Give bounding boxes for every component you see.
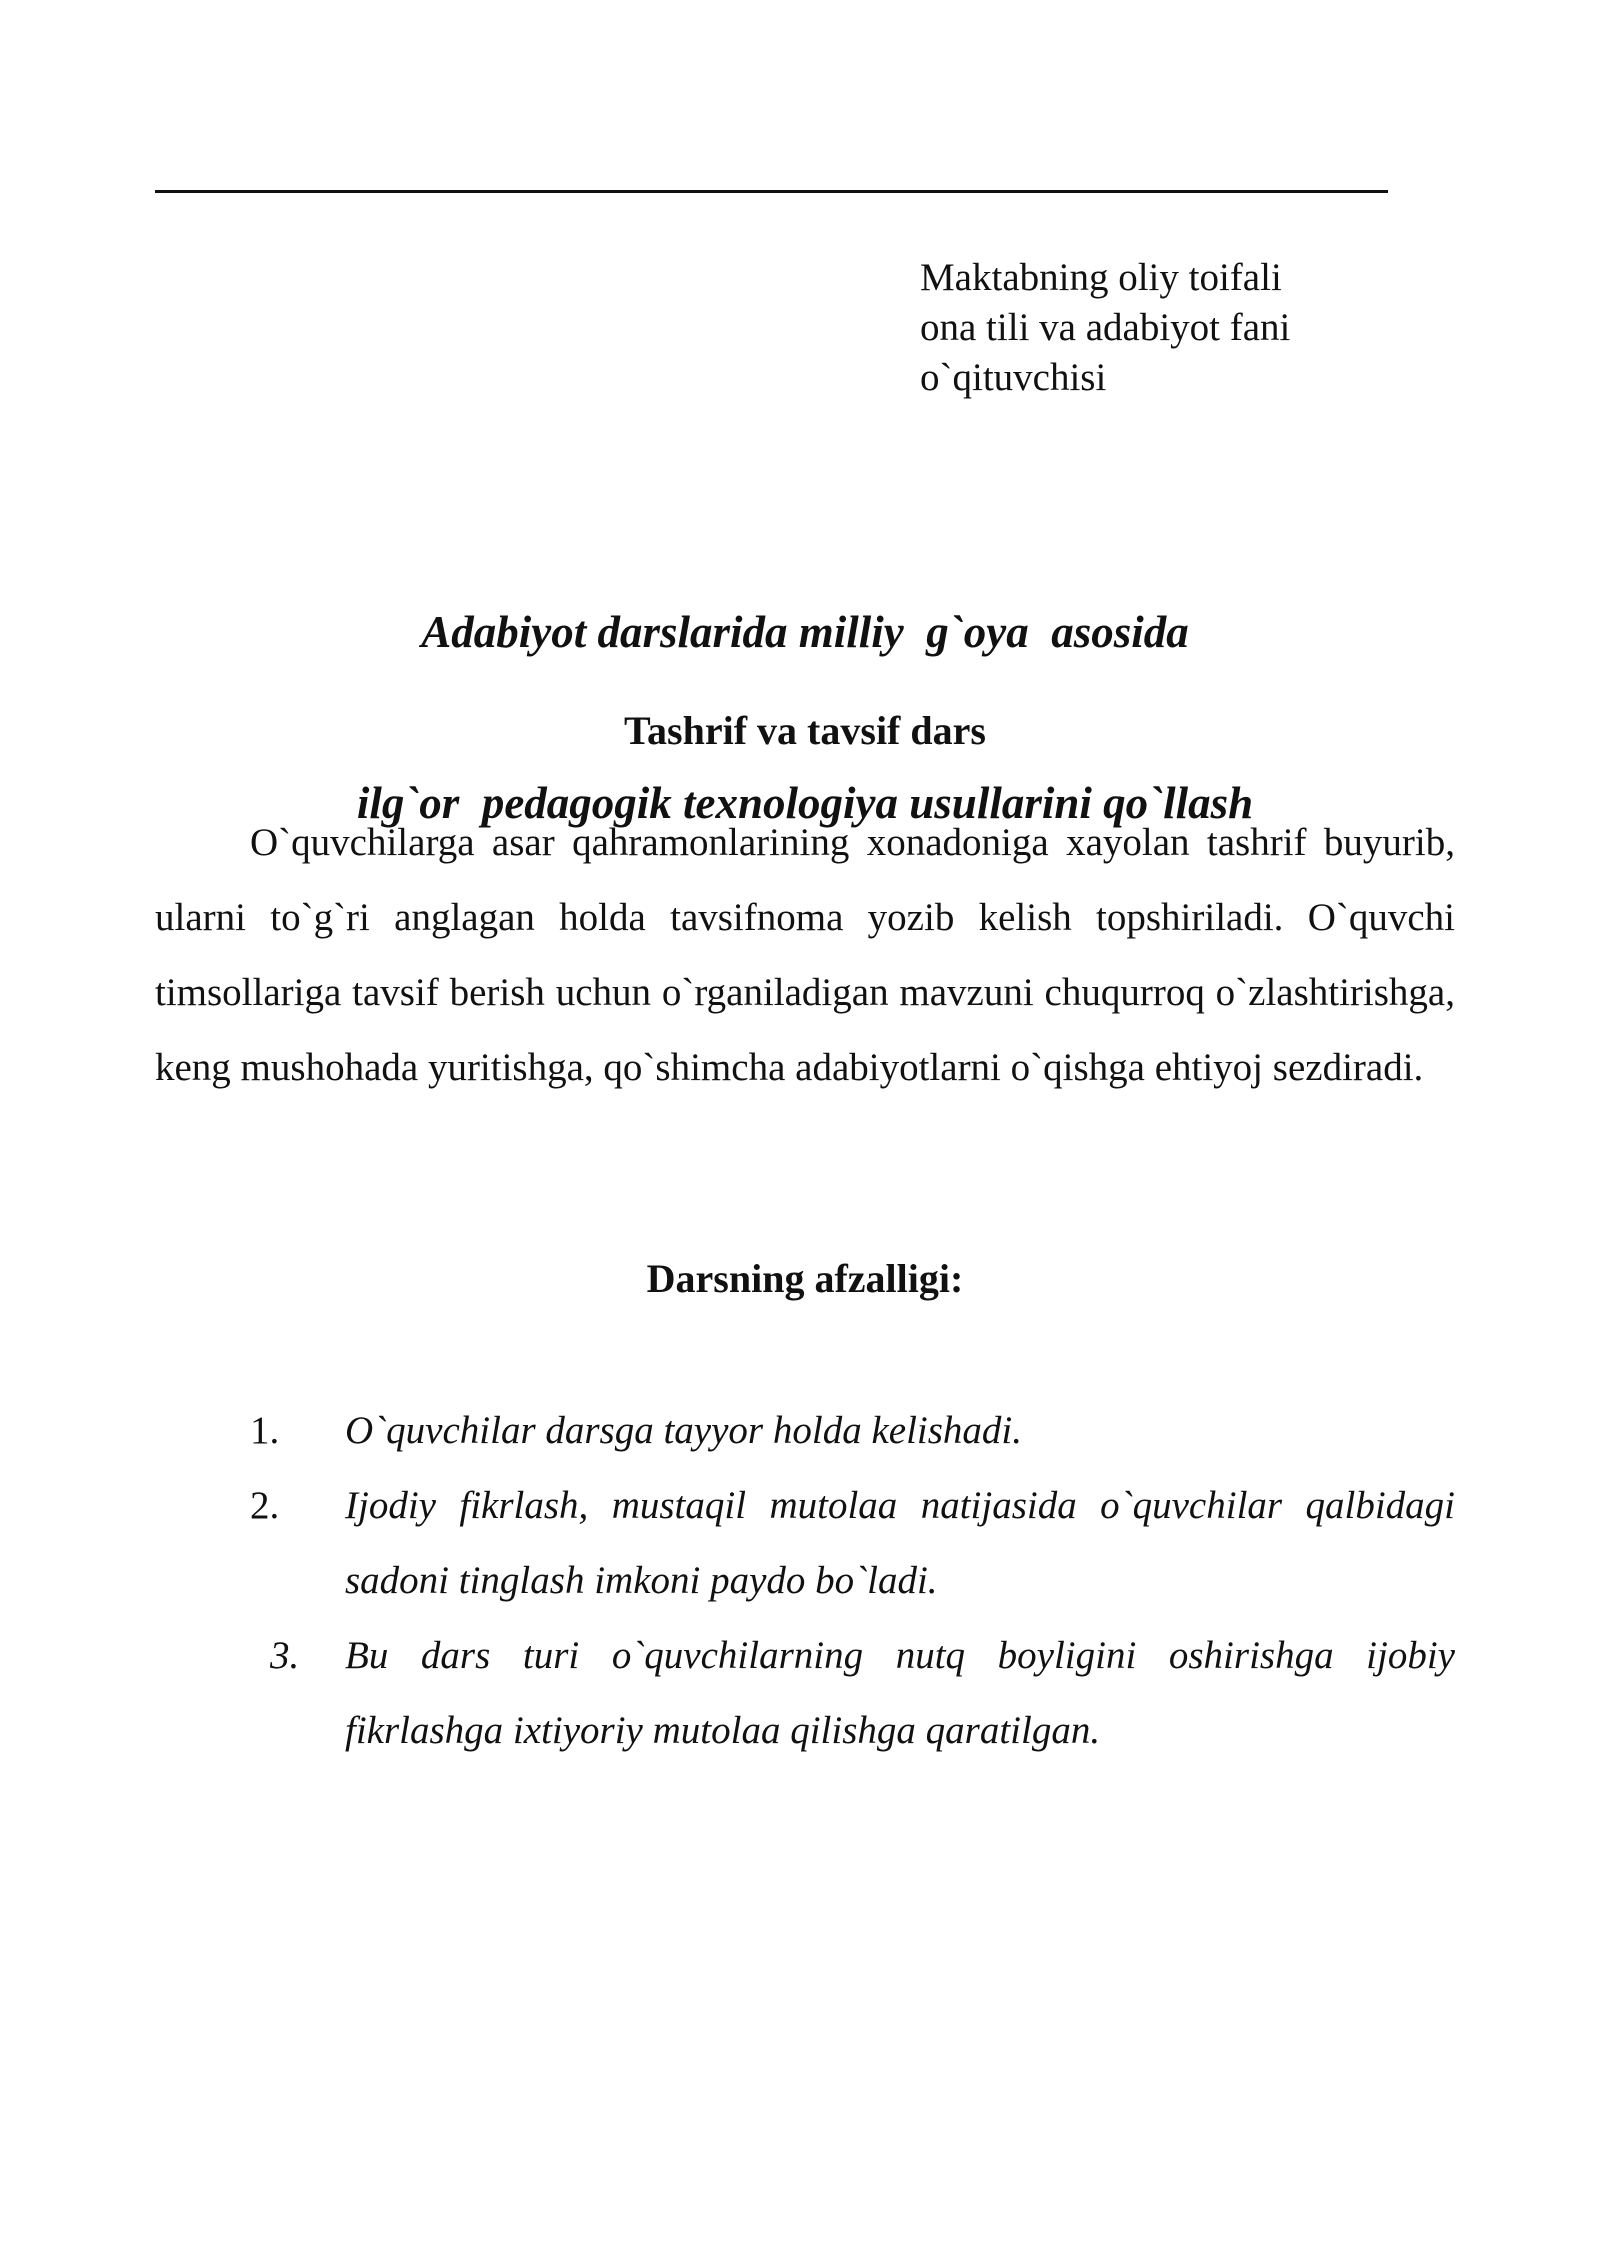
title-line-1: Adabiyot darslarida milliy g`oya asosida: [421, 607, 1189, 657]
section-heading-afzalligi: Darsning afzalligi:: [646, 1256, 964, 1301]
list-item-number: 3.: [270, 1634, 300, 1677]
author-block: [920, 253, 1290, 403]
advantages-list: [155, 1393, 1455, 1768]
author-line: ona tili va adabiyot fani: [920, 306, 1291, 349]
section-heading-tashrif: Tashrif va tavsif dars: [624, 708, 986, 753]
top-rule: [155, 190, 1388, 193]
list-item-number: 1.: [250, 1409, 280, 1452]
section-paragraph: O`quvchilarga asar qahramonlarining xonadoniga xayolan tashrif buyurib, ularni to`g`ri anglagan holda tavsifnoma yozib kelish topshiriladi. O`quvchi timsollariga tavsif berish uchun o`rganiladigan mavzuni chuqurroq o`zlashtirishga, keng mushohada yuritishga, qo`shimcha adabiyotlarni o`qishga ehtiyoj sezdiradi.: [155, 821, 1455, 1089]
author-line: o`qituvchisi: [920, 356, 1107, 399]
list-item: [155, 1618, 1455, 1768]
list-item-text: O`quvchilar darsga tayyor holda kelishadi.: [345, 1409, 1022, 1452]
list-item: [155, 1393, 1455, 1468]
author-line: Maktabning oliy toifali: [920, 256, 1282, 299]
title-line-2: ilg`or pedagogik texnologiya usullarini qo`llash: [356, 778, 1254, 828]
list-item: [155, 1468, 1455, 1618]
list-item-text: Bu dars turi o`quvchilarning nutq boyligini oshirishga ijobiy fikrlashga ixtiyoriy mutolaa qilishga qaratilgan.: [345, 1634, 1455, 1752]
list-item-number: 2.: [250, 1484, 280, 1527]
list-item-text: Ijodiy fikrlash, mustaqil mutolaa natijasida o`quvchilar qalbidagi sadoni tinglash imkoni paydo bo`ladi.: [345, 1484, 1455, 1602]
